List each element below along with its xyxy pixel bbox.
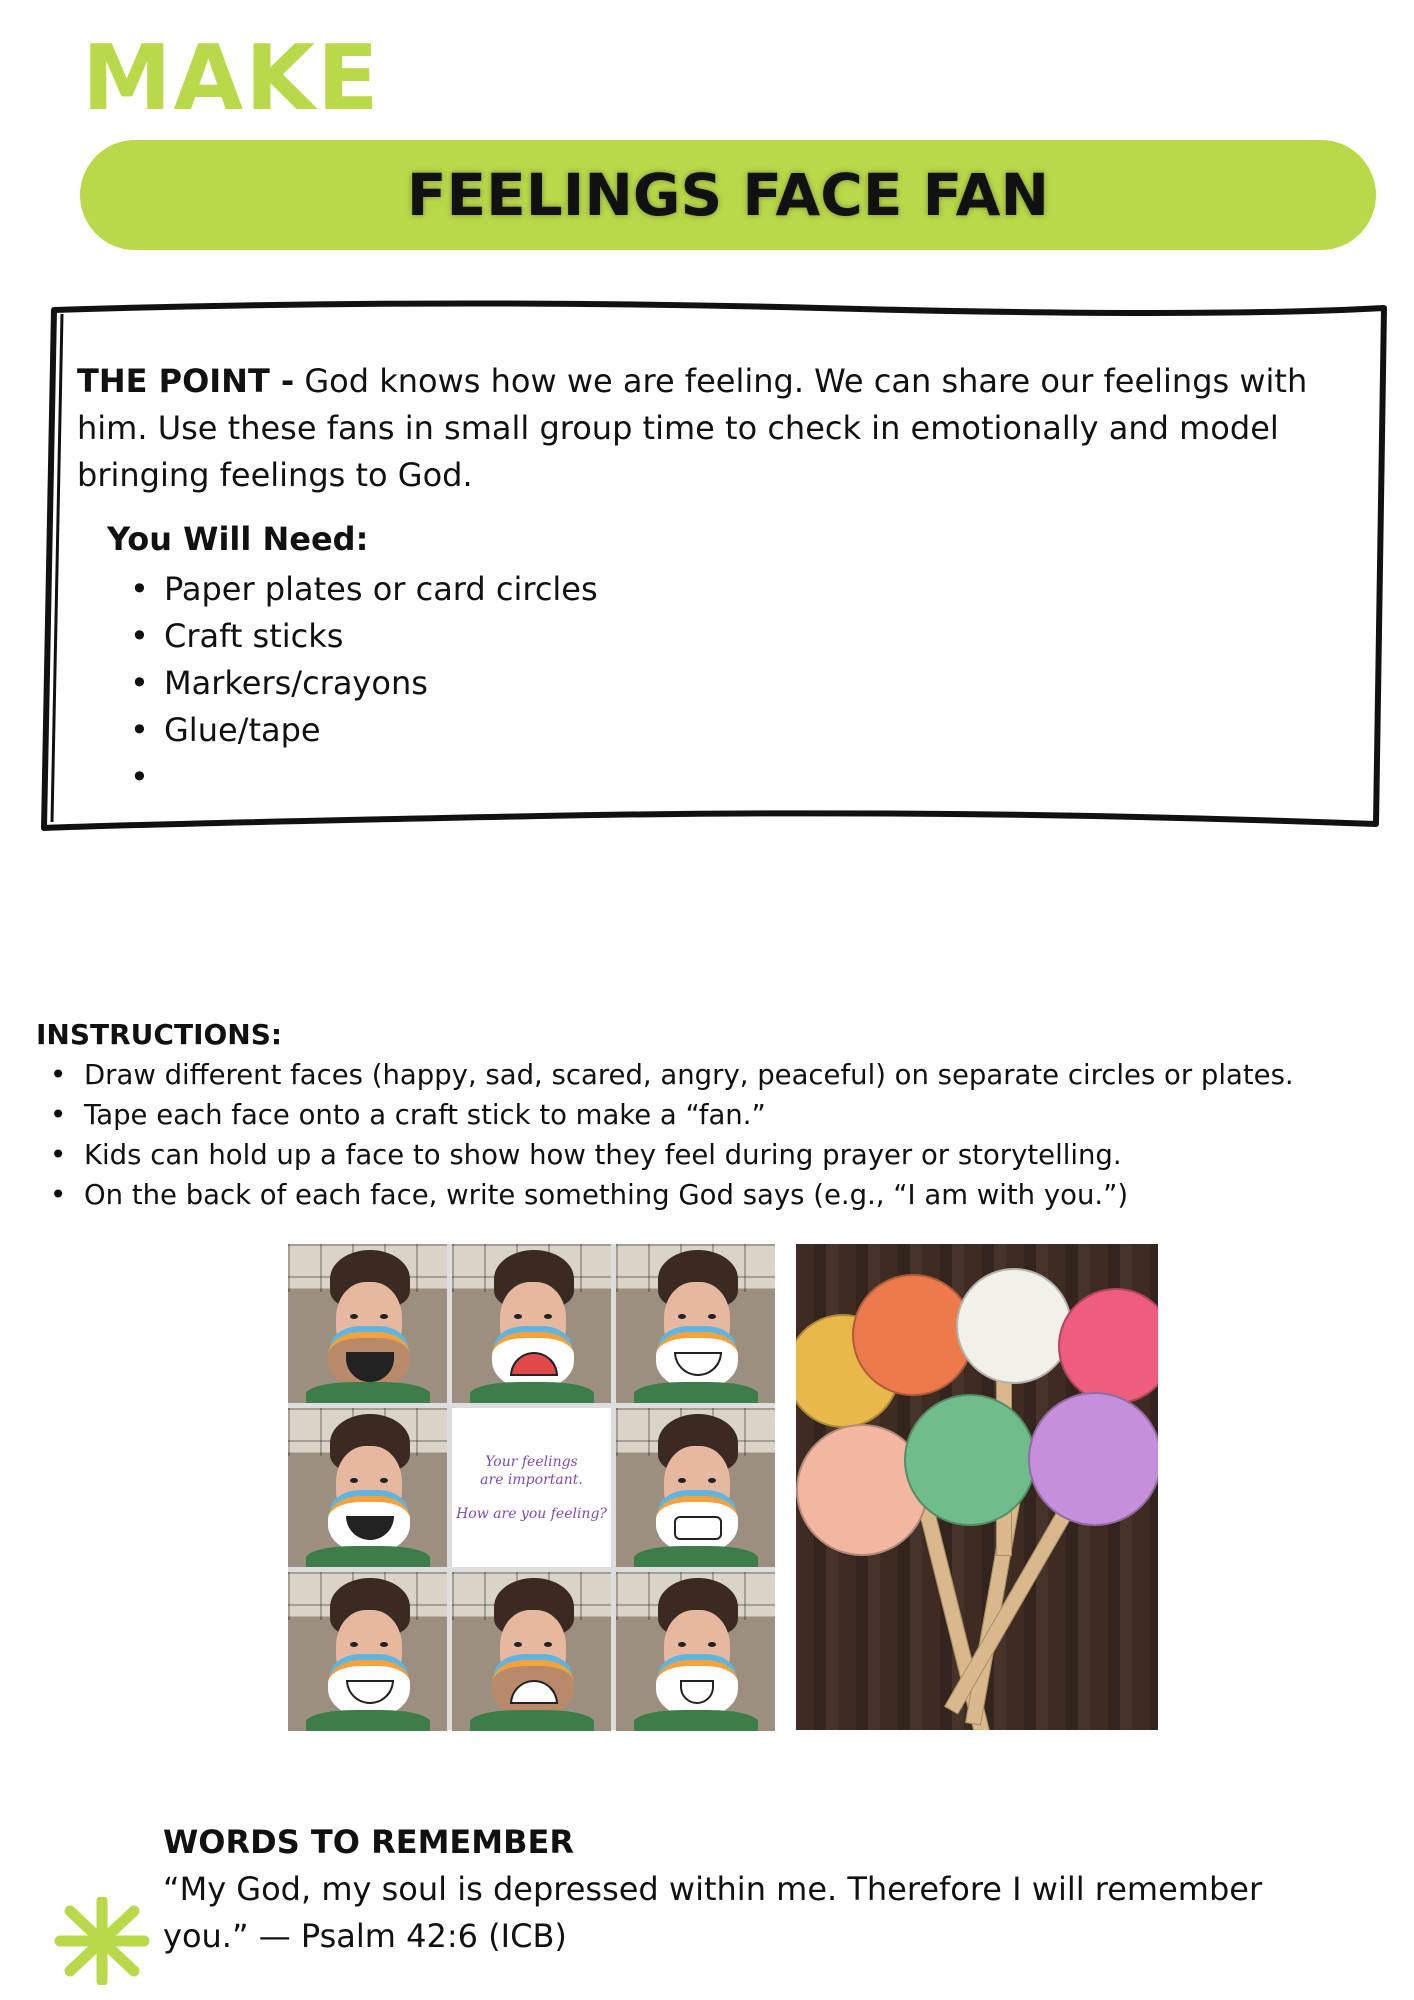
the-point-body: God knows how we are feeling. We can share our feelings with him. Use these fans in small group time to check in emotionally and model bringing feelings to God. <box>77 362 1308 494</box>
collage-text-line3: How are you feeling? <box>456 1505 607 1522</box>
green-yawning-fan <box>904 1394 1036 1526</box>
instructions-list <box>50 1055 1294 1215</box>
title-banner <box>80 140 1376 250</box>
supply-item: • Craft sticks <box>130 613 598 660</box>
instruction-step: • On the back of each face, write something God says (e.g., “I am with you.”) <box>50 1175 1294 1215</box>
supplies-list <box>130 566 598 801</box>
collage-photo <box>616 1572 775 1731</box>
instructions-heading: INSTRUCTIONS: <box>36 1018 283 1051</box>
feelings-mask-collage <box>288 1244 775 1730</box>
supply-item: • Markers/crayons <box>130 660 598 707</box>
instruction-step: • Draw different faces (happy, sad, scared, angry, peaceful) on separate circles or plates. <box>50 1055 1294 1095</box>
collage-photo <box>288 1408 447 1567</box>
collage-photo <box>288 1572 447 1731</box>
collage-photo <box>616 1408 775 1567</box>
collage-photo <box>452 1244 611 1403</box>
section-heading: MAKE <box>82 26 381 131</box>
purple-happy-fan <box>1028 1392 1158 1526</box>
collage-photo <box>452 1572 611 1731</box>
instruction-step: • Kids can hold up a face to show how they feel during prayer or storytelling. <box>50 1135 1294 1175</box>
white-sad-fan <box>956 1268 1072 1384</box>
words-to-remember-heading: WORDS TO REMEMBER <box>163 1823 574 1861</box>
the-point-label: THE POINT - <box>77 362 295 400</box>
instruction-step: • Tape each face onto a craft stick to make a “fan.” <box>50 1095 1294 1135</box>
orange-angry-fan <box>852 1274 974 1396</box>
paper-fans-photo <box>796 1244 1158 1730</box>
collage-text-line1: Your feelings <box>485 1453 578 1470</box>
supply-item <box>130 754 598 801</box>
collage-photo <box>288 1244 447 1403</box>
the-point-text <box>77 358 1367 499</box>
starburst-icon <box>52 1897 152 1985</box>
collage-text-line2: are important. <box>480 1471 583 1488</box>
supply-item: • Paper plates or card circles <box>130 566 598 613</box>
page-title: FEELINGS FACE FAN <box>406 161 1050 229</box>
you-will-need-heading: You Will Need: <box>107 520 369 558</box>
supply-item: • Glue/tape <box>130 707 598 754</box>
collage-center-card <box>452 1408 611 1567</box>
memory-verse: “My God, my soul is depressed within me. Therefore I will remember you.” — Psalm 42:6 (ICB) <box>163 1870 1263 1955</box>
collage-photo <box>616 1244 775 1403</box>
